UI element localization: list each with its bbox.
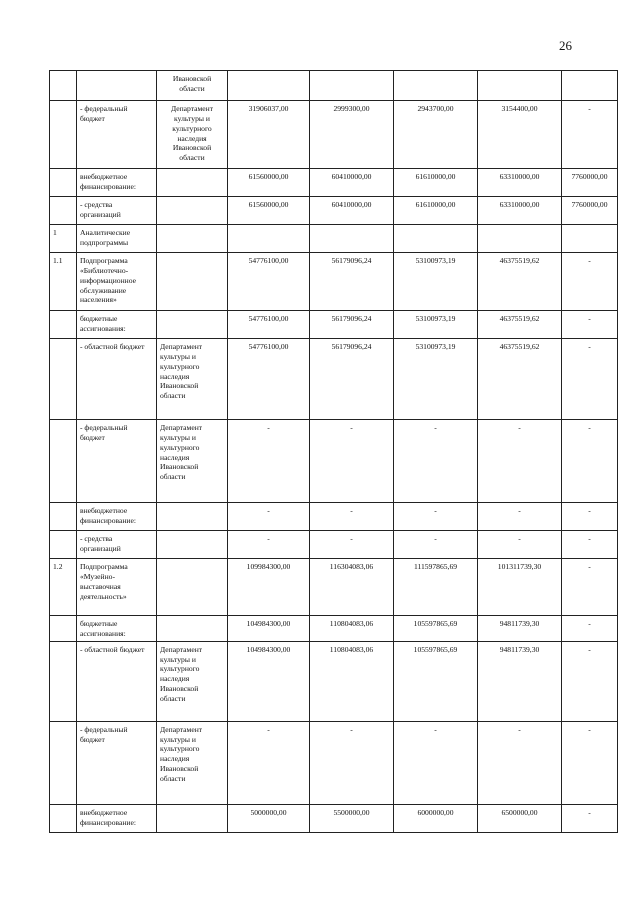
amount-cell: - bbox=[562, 531, 618, 559]
item-name-cell: внебюджетное финансирование: bbox=[77, 169, 157, 197]
amount-cell: - bbox=[228, 420, 310, 503]
amount-cell bbox=[394, 225, 478, 253]
amount-cell bbox=[562, 71, 618, 101]
item-name-cell: Подпрограмма «Библиотечно-информационное обслуживание населения» bbox=[77, 253, 157, 311]
amount-cell: - bbox=[310, 503, 394, 531]
amount-cell: - bbox=[562, 804, 618, 832]
amount-cell: 54776100,00 bbox=[228, 311, 310, 339]
amount-cell bbox=[478, 225, 562, 253]
department-cell bbox=[157, 169, 228, 197]
table-row bbox=[50, 503, 618, 531]
amount-cell: 46375519,62 bbox=[478, 339, 562, 420]
amount-cell: 63310000,00 bbox=[478, 197, 562, 225]
department-cell: Департамент культуры и культурного наследия Ивановской области bbox=[157, 721, 228, 804]
row-number-cell bbox=[50, 71, 77, 101]
department-cell: Ивановской области bbox=[157, 71, 228, 101]
amount-cell: - bbox=[394, 420, 478, 503]
table-row bbox=[50, 253, 618, 311]
department-cell bbox=[157, 503, 228, 531]
table-row bbox=[50, 71, 618, 101]
amount-cell: 53100973,19 bbox=[394, 339, 478, 420]
amount-cell: - bbox=[228, 721, 310, 804]
table-row bbox=[50, 616, 618, 642]
row-number-cell bbox=[50, 169, 77, 197]
department-cell: Департамент культуры и культурного наследия Ивановской области bbox=[157, 420, 228, 503]
table-row bbox=[50, 225, 618, 253]
amount-cell: - bbox=[478, 721, 562, 804]
amount-cell: 56179096,24 bbox=[310, 311, 394, 339]
amount-cell: - bbox=[478, 420, 562, 503]
amount-cell: 46375519,62 bbox=[478, 253, 562, 311]
item-name-cell: - средства организаций bbox=[77, 531, 157, 559]
amount-cell: - bbox=[562, 616, 618, 642]
amount-cell: - bbox=[562, 420, 618, 503]
amount-cell: - bbox=[562, 339, 618, 420]
table-row bbox=[50, 101, 618, 169]
table-row bbox=[50, 721, 618, 804]
item-name-cell: - областной бюджет bbox=[77, 339, 157, 420]
amount-cell: - bbox=[394, 503, 478, 531]
amount-cell: - bbox=[562, 641, 618, 721]
amount-cell: 2999300,00 bbox=[310, 101, 394, 169]
amount-cell: 63310000,00 bbox=[478, 169, 562, 197]
amount-cell: - bbox=[478, 531, 562, 559]
amount-cell: 2943700,00 bbox=[394, 101, 478, 169]
row-number-cell bbox=[50, 197, 77, 225]
amount-cell: 61610000,00 bbox=[394, 197, 478, 225]
item-name-cell: внебюджетное финансирование: bbox=[77, 804, 157, 832]
row-number-cell: 1.2 bbox=[50, 559, 77, 616]
row-number-cell bbox=[50, 804, 77, 832]
amount-cell: 61560000,00 bbox=[228, 169, 310, 197]
table-row bbox=[50, 311, 618, 339]
row-number-cell bbox=[50, 641, 77, 721]
amount-cell: 101311739,30 bbox=[478, 559, 562, 616]
department-cell bbox=[157, 253, 228, 311]
amount-cell: - bbox=[562, 101, 618, 169]
amount-cell: 5000000,00 bbox=[228, 804, 310, 832]
amount-cell: - bbox=[562, 721, 618, 804]
amount-cell: 60410000,00 bbox=[310, 197, 394, 225]
amount-cell: - bbox=[478, 503, 562, 531]
amount-cell: - bbox=[310, 531, 394, 559]
row-number-cell bbox=[50, 503, 77, 531]
table-row bbox=[50, 339, 618, 420]
amount-cell: 7760000,00 bbox=[562, 197, 618, 225]
amount-cell: - bbox=[228, 503, 310, 531]
amount-cell: - bbox=[310, 420, 394, 503]
amount-cell: 54776100,00 bbox=[228, 253, 310, 311]
amount-cell: - bbox=[228, 531, 310, 559]
amount-cell: 6000000,00 bbox=[394, 804, 478, 832]
amount-cell bbox=[310, 71, 394, 101]
amount-cell: 104984300,00 bbox=[228, 616, 310, 642]
department-cell bbox=[157, 225, 228, 253]
item-name-cell: Подпрограмма «Музейно-выставочная деятельность» bbox=[77, 559, 157, 616]
item-name-cell: внебюджетное финансирование: bbox=[77, 503, 157, 531]
table-row bbox=[50, 641, 618, 721]
item-name-cell: - федеральный бюджет bbox=[77, 101, 157, 169]
amount-cell: - bbox=[562, 253, 618, 311]
amount-cell bbox=[228, 225, 310, 253]
item-name-cell: бюджетные ассигнования: bbox=[77, 616, 157, 642]
amount-cell: - bbox=[310, 721, 394, 804]
row-number-cell bbox=[50, 616, 77, 642]
amount-cell: - bbox=[394, 721, 478, 804]
amount-cell: 5500000,00 bbox=[310, 804, 394, 832]
table-row bbox=[50, 559, 618, 616]
table-row bbox=[50, 804, 618, 832]
amount-cell: 31906037,00 bbox=[228, 101, 310, 169]
table-row bbox=[50, 169, 618, 197]
department-cell bbox=[157, 197, 228, 225]
row-number-cell bbox=[50, 420, 77, 503]
amount-cell bbox=[228, 71, 310, 101]
table-row bbox=[50, 420, 618, 503]
item-name-cell: бюджетные ассигнования: bbox=[77, 311, 157, 339]
table-row bbox=[50, 531, 618, 559]
amount-cell bbox=[394, 71, 478, 101]
amount-cell: - bbox=[562, 503, 618, 531]
row-number-cell bbox=[50, 721, 77, 804]
amount-cell: 56179096,24 bbox=[310, 253, 394, 311]
amount-cell: - bbox=[562, 559, 618, 616]
page-number: 26 bbox=[559, 38, 572, 53]
amount-cell: 3154400,00 bbox=[478, 101, 562, 169]
department-cell: Департамент культуры и культурного наследия Ивановской области bbox=[157, 101, 228, 169]
department-cell bbox=[157, 804, 228, 832]
row-number-cell bbox=[50, 531, 77, 559]
amount-cell: 6500000,00 bbox=[478, 804, 562, 832]
amount-cell: 110804083,06 bbox=[310, 641, 394, 721]
row-number-cell bbox=[50, 311, 77, 339]
amount-cell bbox=[562, 225, 618, 253]
department-cell bbox=[157, 531, 228, 559]
item-name-cell: - федеральный бюджет bbox=[77, 721, 157, 804]
department-cell bbox=[157, 616, 228, 642]
department-cell bbox=[157, 559, 228, 616]
item-name-cell: - средства организаций bbox=[77, 197, 157, 225]
amount-cell: - bbox=[562, 311, 618, 339]
row-number-cell bbox=[50, 339, 77, 420]
amount-cell bbox=[310, 225, 394, 253]
amount-cell: - bbox=[394, 531, 478, 559]
item-name-cell: - областной бюджет bbox=[77, 641, 157, 721]
amount-cell: 56179096,24 bbox=[310, 339, 394, 420]
department-cell: Департамент культуры и культурного наследия Ивановской области bbox=[157, 339, 228, 420]
row-number-cell: 1.1 bbox=[50, 253, 77, 311]
amount-cell: 105597865,69 bbox=[394, 616, 478, 642]
amount-cell: 105597865,69 bbox=[394, 641, 478, 721]
row-number-cell bbox=[50, 101, 77, 169]
amount-cell: 53100973,19 bbox=[394, 311, 478, 339]
item-name-cell: Аналитические подпрограммы bbox=[77, 225, 157, 253]
row-number-cell: 1 bbox=[50, 225, 77, 253]
amount-cell: 104984300,00 bbox=[228, 641, 310, 721]
amount-cell: 109984300,00 bbox=[228, 559, 310, 616]
table-row bbox=[50, 197, 618, 225]
item-name-cell: - федеральный бюджет bbox=[77, 420, 157, 503]
amount-cell: 94811739,30 bbox=[478, 616, 562, 642]
amount-cell bbox=[478, 71, 562, 101]
amount-cell: 54776100,00 bbox=[228, 339, 310, 420]
department-cell: Департамент культуры и культурного наследия Ивановской области bbox=[157, 641, 228, 721]
amount-cell: 110804083,06 bbox=[310, 616, 394, 642]
amount-cell: 53100973,19 bbox=[394, 253, 478, 311]
amount-cell: 111597865,69 bbox=[394, 559, 478, 616]
amount-cell: 46375519,62 bbox=[478, 311, 562, 339]
amount-cell: 94811739,30 bbox=[478, 641, 562, 721]
amount-cell: 61560000,00 bbox=[228, 197, 310, 225]
amount-cell: 61610000,00 bbox=[394, 169, 478, 197]
item-name-cell bbox=[77, 71, 157, 101]
amount-cell: 116304083,06 bbox=[310, 559, 394, 616]
department-cell bbox=[157, 311, 228, 339]
amount-cell: 7760000,00 bbox=[562, 169, 618, 197]
amount-cell: 60410000,00 bbox=[310, 169, 394, 197]
budget-table bbox=[49, 70, 618, 833]
